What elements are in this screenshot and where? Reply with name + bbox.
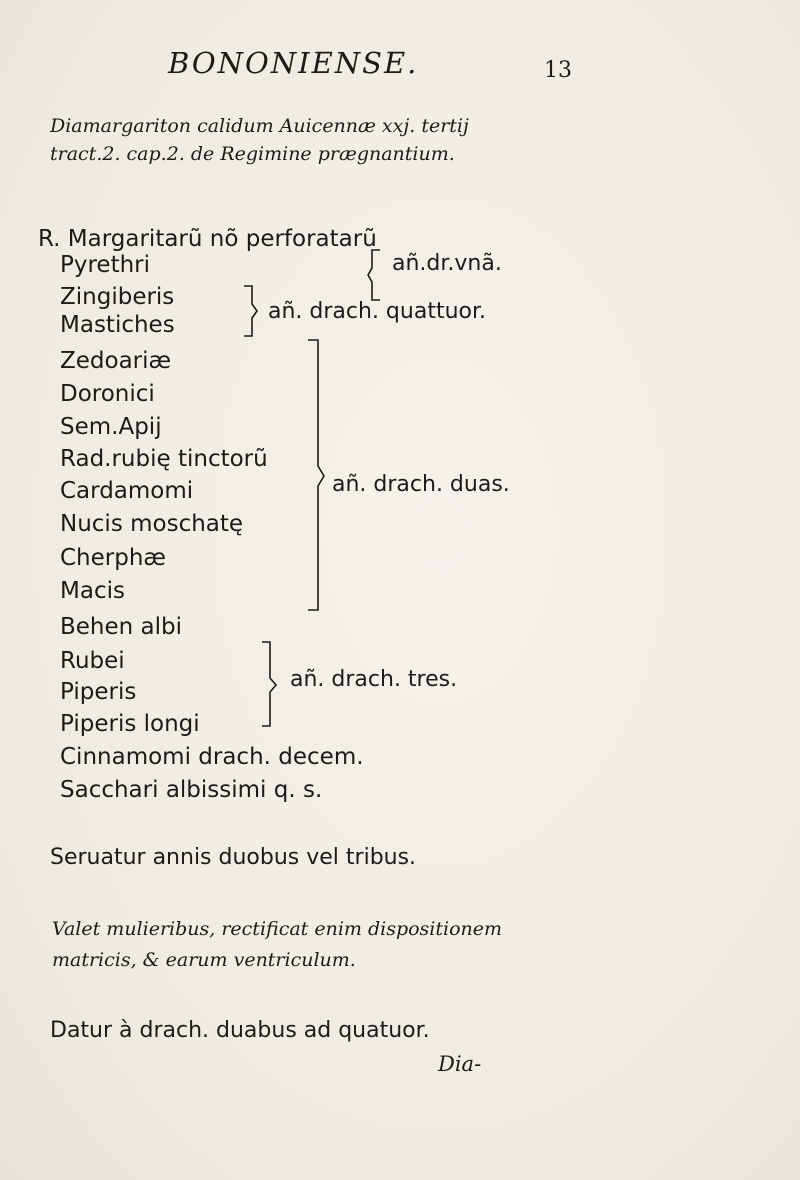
dose-label: añ.dr.vnã. [392, 251, 502, 276]
ingredient-line: Mastiches [60, 312, 175, 338]
dose-label: añ. drach. tres. [290, 667, 458, 692]
recipe-heading-line-1: Diamargariton calidum Auicennæ xxj. tertij [50, 115, 469, 137]
brace-bracket [258, 640, 280, 730]
ingredient-line: Cherphæ [60, 545, 167, 571]
dosage-note: Datur à drach. duabus ad quatuor. [50, 1018, 430, 1043]
ingredient-line: Piperis [60, 679, 137, 705]
catchword: Dia- [438, 1052, 482, 1076]
brace-bracket [240, 284, 260, 340]
ingredient-line: Zingiberis [60, 284, 175, 310]
dose-label: añ. drach. duas. [332, 472, 510, 497]
recipe-heading-line-2: tract.2. cap.2. de Regimine prægnantium. [50, 143, 455, 165]
ingredient-line: Doronici [60, 381, 155, 407]
brace-bracket [304, 338, 328, 614]
ingredient-line: Cinnamomi drach. decem. [60, 744, 364, 770]
storage-note: Seruatur annis duobus vel tribus. [50, 845, 417, 870]
ingredient-line: Sem.Apij [60, 414, 162, 440]
ingredient-line: Rad.rubię tinctorũ [60, 446, 268, 472]
usage-note-line-1: Valet mulieribus, rectificat enim dispositionem [52, 918, 503, 940]
ingredient-line: Pyrethri [60, 252, 151, 278]
ingredient-line: Cardamomi [60, 478, 194, 504]
ingredient-line: Zedoariæ [60, 348, 172, 374]
ingredient-line: Nucis moschatę [60, 511, 244, 537]
brace-bracket [368, 248, 388, 304]
ingredient-line: Behen albi [60, 614, 183, 640]
dose-label: añ. drach. quattuor. [268, 299, 486, 324]
ingredient-line: Sacchari albissimi q. s. [60, 777, 323, 803]
ingredient-line: R. Margaritarũ nõ perforatarũ [38, 226, 377, 252]
page-number: 13 [544, 58, 572, 83]
usage-note-line-2: matricis, & earum ventriculum. [52, 949, 356, 971]
ingredient-line: Rubei [60, 648, 125, 674]
running-header: BONONIENSE. [168, 46, 419, 80]
ingredient-line: Piperis longi [60, 711, 200, 737]
ingredient-line: Macis [60, 578, 125, 604]
